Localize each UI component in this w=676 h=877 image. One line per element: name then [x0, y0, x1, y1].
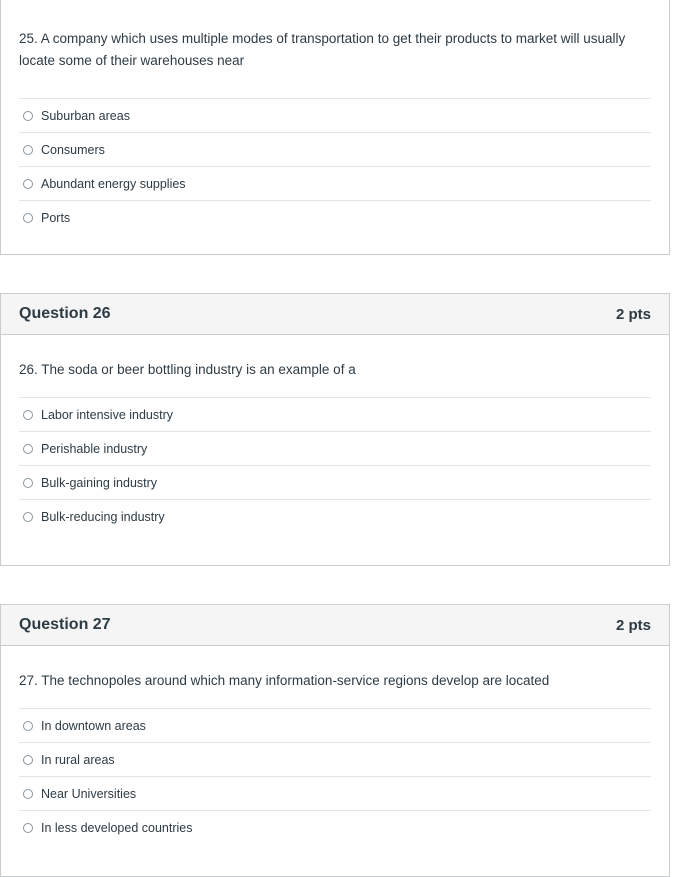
answer-label: In less developed countries [41, 820, 193, 835]
radio-button[interactable] [23, 213, 33, 223]
question-text: 26. The soda or beer bottling industry is an example of a [19, 362, 356, 377]
question-card-25 [0, 0, 670, 255]
answer-option[interactable] [19, 166, 651, 200]
answer-label: Bulk-reducing industry [41, 509, 165, 524]
answer-option[interactable] [19, 200, 651, 234]
answer-option[interactable] [19, 397, 651, 431]
radio-button[interactable] [23, 478, 33, 488]
answer-option[interactable] [19, 431, 651, 465]
answer-label: Bulk-gaining industry [41, 475, 158, 490]
answer-label: Consumers [41, 142, 105, 157]
answer-option[interactable] [19, 708, 651, 742]
answer-option[interactable] [19, 742, 651, 776]
radio-button[interactable] [23, 179, 33, 189]
answer-label: In downtown areas [41, 718, 146, 733]
radio-button[interactable] [23, 444, 33, 454]
question-card-27 [0, 604, 670, 877]
radio-button[interactable] [23, 145, 33, 155]
answer-label: Labor intensive industry [41, 407, 174, 422]
answer-option[interactable] [19, 132, 651, 166]
answer-list [19, 98, 651, 234]
question-card-26 [0, 293, 670, 566]
answer-option[interactable] [19, 465, 651, 499]
radio-button[interactable] [23, 111, 33, 121]
answer-label: Ports [41, 210, 71, 225]
radio-button[interactable] [23, 512, 33, 522]
question-header [1, 605, 669, 646]
answer-option[interactable] [19, 499, 651, 533]
answer-list [19, 397, 651, 533]
answer-label: Abundant energy supplies [41, 176, 186, 191]
question-title: Question 26 [19, 305, 111, 322]
question-text: 25. A company which uses multiple modes of transportation to get their products to market will usually locate some of their warehouses near [19, 31, 626, 68]
answer-option[interactable] [19, 98, 651, 132]
answer-list [19, 708, 651, 844]
question-points: 2 pts [615, 305, 651, 323]
answer-option[interactable] [19, 776, 651, 810]
radio-button[interactable] [23, 755, 33, 765]
radio-button[interactable] [23, 823, 33, 833]
answer-label: Near Universities [41, 786, 137, 801]
radio-button[interactable] [23, 789, 33, 799]
radio-button[interactable] [23, 410, 33, 420]
question-points: 2 pts [615, 616, 651, 634]
answer-label: Perishable industry [41, 441, 148, 456]
answer-label: Suburban areas [41, 108, 130, 123]
answer-option[interactable] [19, 810, 651, 844]
question-text: 27. The technopoles around which many information-service regions develop are located [19, 673, 550, 688]
radio-button[interactable] [23, 721, 33, 731]
answer-label: In rural areas [41, 752, 115, 767]
question-header [1, 294, 669, 335]
question-title: Question 27 [19, 616, 111, 633]
